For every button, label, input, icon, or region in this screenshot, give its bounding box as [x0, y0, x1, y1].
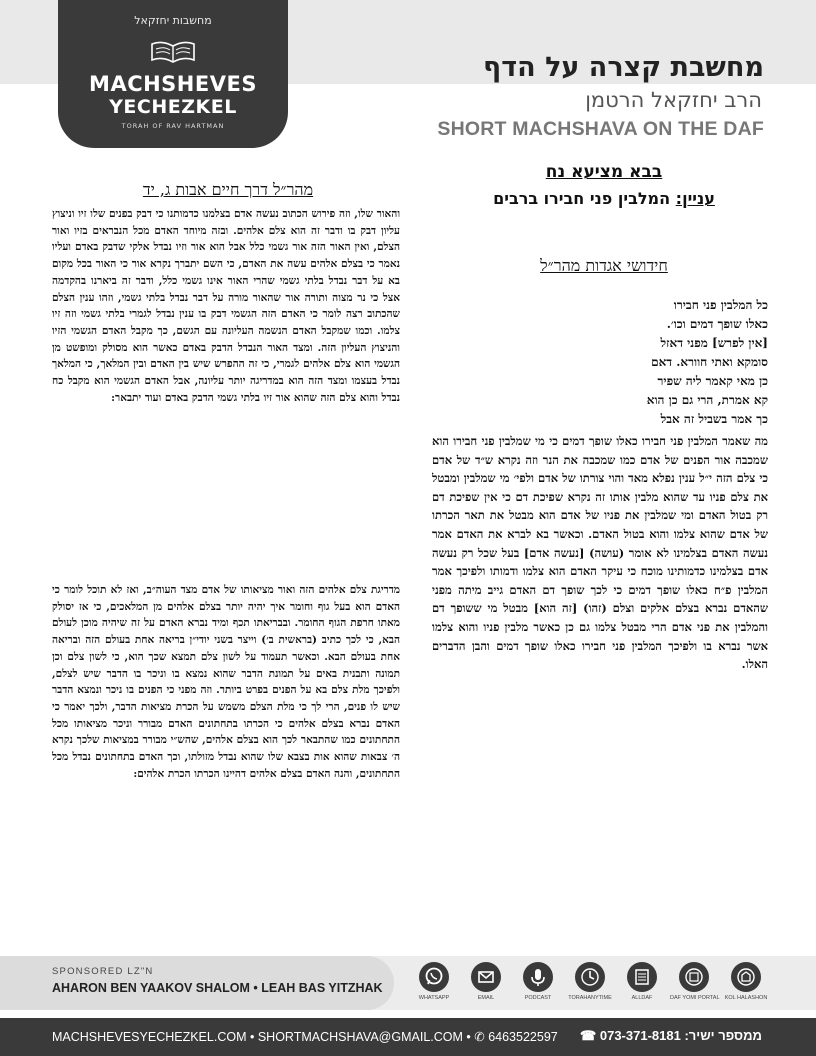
podcast-link[interactable] [514, 962, 562, 1001]
phone-line [580, 1028, 762, 1044]
right-body-text: מה שאמר המלבין פני חבירו כאלו שופך דמים כי מי שמלבין פני חבירו הוא שמכבה אור הפנים של אדם כמו שמכבה את הנר וזה נקרא ש״ד של אדם כי צלם הזה י״ל ענין נפלא מאד והוי צורתו של אדם ולפי׳ מי שמלבין ומבטל את צלם פניו עד שהוא מלבין אותו זה נקרא שפיכת דם כי אין שפיכת דם רק בטול האדם ומי שמלבין את פניו של אדם הוא מבטל את תאר הכרתו של אדם שהוא צלמו והוא בטול האדם. וכאשר בא לברא את האדם אמר נעשה האדם בצלמינו לא אומר (עושה) [נעשה אדם] בעל שכל רק נעשה אדם בצלמינו כדמותינו מוכח כי עיקר האדם הוא צלמו ודמותו ולפיכך אמר המלבין פ״ח כאלו שופך דמים כי לכך שופך דם האדם גייב מיתה מפני שהאדם נברא בצלם אלקים וצלם (זהו) [זה הוא] מבטל מי ששופך דם והמלבין את פני אדם הרי מבטל צלמו גם כן כאשר מלבין פניו והוא צלמו אשר נברא בו ולפיכך המלבין פני חבירו כאלו שופך דמים והבן הדברים האלו. [432, 434, 768, 672]
quote-block [602, 296, 768, 429]
phone-icon: ☎ [580, 1028, 597, 1043]
quote-line: כאלו שופך דמים וכו׳. [666, 317, 768, 331]
footer [0, 1018, 816, 1056]
quote-line: כן מאי קאמר ליה שפיר [657, 374, 768, 388]
page-title: מחשבת קצרה על הדף [483, 52, 764, 83]
icon-label: WHATSAPP [418, 995, 450, 1001]
topic-heading [440, 189, 768, 208]
topic-label: עניין: [675, 189, 715, 208]
phone-number[interactable]: 073-371-8181 [599, 1028, 681, 1043]
logo-line-2: YECHEZKEL [109, 96, 237, 118]
email-link[interactable] [462, 962, 510, 1001]
torahanytime-link[interactable] [566, 962, 614, 1001]
logo-line-1: MACHSHEVES [89, 72, 257, 96]
footer-contacts [52, 1029, 558, 1044]
quote-line: קא אמרת, הרי גם כן הוא [646, 393, 768, 407]
left-subheading: מהר״ל דרך חיים אבות ג, יד [142, 180, 314, 199]
daf-yomi-portal-link[interactable] [670, 962, 718, 1001]
icon-label: PODCAST [524, 995, 552, 1001]
separator: • [249, 1030, 258, 1044]
whatsapp-icon [419, 962, 449, 992]
open-book-icon [150, 40, 196, 64]
alldaf-icon [627, 962, 657, 992]
author-name: הרב יחזקאל הרטמן [585, 88, 762, 112]
kol-halashon-icon [731, 962, 761, 992]
daf-yomi-portal-icon [679, 962, 709, 992]
english-title: SHORT MACHSHAVA ON THE DAF [437, 118, 764, 140]
icon-label: KOL HALASHON [724, 995, 768, 1001]
whatsapp-small-icon: ✆ [474, 1030, 489, 1044]
separator: • [466, 1030, 475, 1044]
quote-line: כך אמר בשביל זה אבל [660, 412, 768, 426]
left-paragraph-1: והאור שלו, וזה פירוש הכתוב נעשה אדם בצלמנו כדמותנו כי דבק בפנים שלו זיו וניצוץ עליון דבק בו ודבר זה הוא צלם אלהים. ובזה מיוחד האדם מכל הנבראים בזיו ואור הצלם, ואין האור הזה אור גשמי כלל אבל הוא אור וזיו נבדל אלקי שדבק באדם ועליו נאמר כי בצלם אלהים עשה את האדם, כי השם יתברך נקרא אור כי האור בכל מקום בא על דבר נבדל בלתי גשמי שהרי האור אינו גשמי כלל, ודבר זה ביארנו בהקדמה אצל כי נר מצוה ותורה אור שהאור מורה על דבר נבדל בלתי גשמי, וזהו ענין הצלם שהכתוב רצה לומר כי האדם הזה הגשמי דבק בו ענין נבדל לגמרי בלתי גשמי וזה זיו צלמו. וכמו שמקבל האדם הנשמה העליונה עם הגשם, כך מקבל האדם הגשמי הזיו והניצוץ העליון הזה. ומצד האור הנבדל הדבק באדם כאשר הוא מסולק ומופשט מן הגשמי הוא צלם אלהים לגמרי, כי זה ההפרש שיש בין האדם ובין המלאך, כי המלאך נבדל בעצמו ומצד הזה הוא במדריגה יותר עליונה, אבל האדם הגשמי הוא מקבל כח נבדל והוא צלם הזה שהוא אור זיו בלתי גשמי הדבק באדם ועוד יתבאר: [52, 208, 400, 404]
quote-line: [אין לפרש] מפני דאזל [660, 336, 768, 350]
email-address[interactable]: SHORTMACHSHAVA@GMAIL.COM [257, 1030, 463, 1044]
logo-tagline: TORAH OF RAV HARTMAN [121, 122, 225, 130]
sponsor-label: SPONSORED LZ"N [52, 966, 154, 977]
kol-halashon-link[interactable] [722, 962, 770, 1001]
icon-label: DAF YOMI PORTAL [670, 995, 720, 1001]
quote-line: סומקא ואתי חוורא. דאם [651, 355, 768, 369]
daf-heading: בבא מציעא נח [545, 162, 663, 182]
alldaf-link[interactable] [618, 962, 666, 1001]
icon-label: EMAIL [477, 995, 495, 1001]
website-link[interactable]: MACHSHEVESYECHEZKEL.COM [52, 1030, 247, 1044]
email-icon [471, 962, 501, 992]
logo-hebrew: מחשבות יחזקאל [134, 14, 212, 27]
left-paragraph-2: מדריגת צלם אלהים הזה ואור מציאותו של אדם מצד העוה״ב, ואז לא תוכל לומר כי האדם הוא בעל גוף וחומר איך יהיה יותר בצלם אלהים מן המלאכים, כי אז יסולק מאתו חרפת הגוף החומר. ובבריאתו תכף ומיד נברא האדם על זה שיהיה מוכן לעולם הבא, כי לכך כתיב (בראשית ב׳) וייצר בשני יודי״ן בריאה אחת בעולם הזה ובריאה אחת בעולם הבא. וכאשר תעמוד על לשון צלם תמצא שכך הוא, כי לשון צלם וכן תמונה ותבנית באים על תמונת הדבר שהוא נמצא בו וניכר בו הדבר שיש לצלם, ולפיכך מלת צלם בא על הפנים בפרט ביותר. וזה מפני כי הפנים בו ניכר ונמצא הדבר שיש לו פנים, הרי לך כי מלת הצלם משמש על הכרת מציאות הדבר, ולכך יאמר כי האדם נברא בצלם אלהים כי הכרתו בתחתונים האדם מבורר וניכר מציאותו מכל התחתונים כמו שהתבאר לכך הוא בצלם אלהים, שהש״י מבורר במציאות שלכך נקרא ה׳ צבאות שהוא אות בצבא שלו שהוא נבדל מזולתו, וכך האדם בתחתונים נבדל מכל התחתונים, והנה האדם בצלם אלהים דהיינו הכרתו הכרת אלהים: [52, 584, 400, 780]
right-subheading: חידושי אגדות מהר״ל [540, 256, 668, 275]
phone-label: ממספר ישיר: [684, 1028, 762, 1043]
quote-line: כל המלבין פני חבירו [673, 298, 768, 312]
icon-label: TORAHANYTIME [568, 995, 612, 1001]
icon-label: ALLDAF [631, 995, 653, 1001]
podcast-icon [523, 962, 553, 992]
torahanytime-icon [575, 962, 605, 992]
whatsapp-number[interactable]: 6463522597 [488, 1030, 558, 1044]
sponsor-names: AHARON BEN YAAKOV SHALOM • LEAH BAS YITZHAK [52, 981, 383, 995]
topic-text: המלבין פני חבירו ברבים [493, 189, 671, 208]
whatsapp-link[interactable] [410, 962, 458, 1001]
logo [58, 0, 288, 148]
